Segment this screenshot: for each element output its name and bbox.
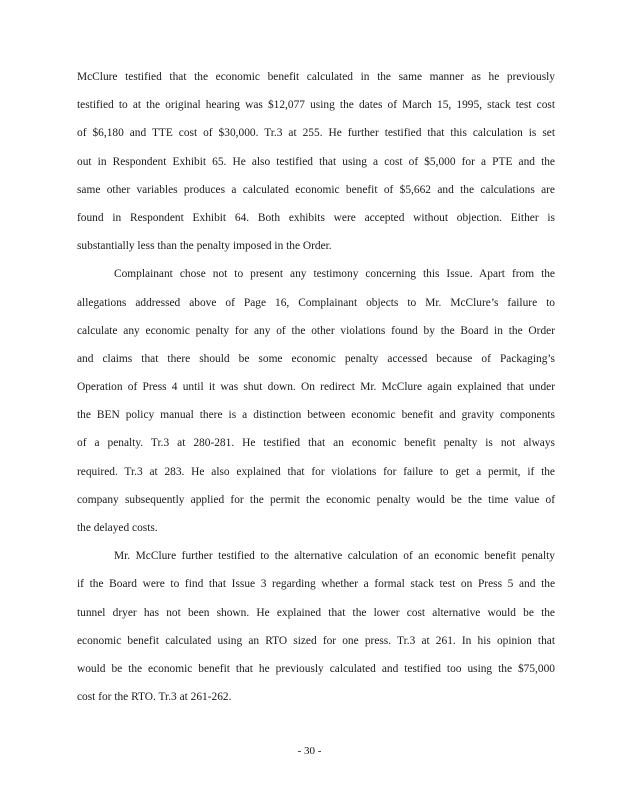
text-line: same other variables produces a calculated economic benefit of $5,662 and the calculations are [77, 183, 555, 196]
text-line: Complainant chose not to present any testimony concerning this Issue. Apart from the [114, 268, 555, 281]
text-line: Mr. McClure further testified to the alternative calculation of an economic benefit penalty [114, 550, 555, 563]
text-line: required. Tr.3 at 283. He also explained that for violations for failure to get a permit, if the [77, 465, 555, 478]
text-line: company subsequently applied for the permit the economic penalty would be the time value of [77, 493, 555, 506]
text-line: Operation of Press 4 until it was shut down. On redirect Mr. McClure again explained that under [77, 381, 555, 393]
text-line: tunnel dryer has not been shown. He explained that the lower cost alternative would be the [77, 606, 555, 619]
text-line: the delayed costs. [77, 521, 158, 534]
text-line: economic benefit calculated using an RTO sized for one press. Tr.3 at 261. In his opinion that [77, 634, 555, 647]
text-line: of a penalty. Tr.3 at 280-281. He testified that an economic benefit penalty is not always [77, 437, 555, 450]
text-line: cost for the RTO. Tr.3 at 261-262. [77, 691, 232, 703]
text-line: would be the economic benefit that he previously calculated and testified too using the $75,000 [77, 662, 555, 675]
text-line: of $6,180 and TTE cost of $30,000. Tr.3 at 255. He further testified that this calculation is set [77, 127, 555, 140]
text-line: testified to at the original hearing was $12,077 using the dates of March 15, 1995, stack test cost [77, 99, 555, 112]
text-line: allegations addressed above of Page 16, Complainant objects to Mr. McClure’s failure to [77, 296, 555, 309]
text-line: found in Respondent Exhibit 64. Both exhibits were accepted without objection. Either is [77, 211, 555, 224]
text-line: if the Board were to find that Issue 3 regarding whether a formal stack test on Press 5 and the [77, 578, 555, 591]
text-line: out in Respondent Exhibit 65. He also testified that using a cost of $5,000 for a PTE and the [77, 155, 555, 168]
text-line: substantially less than the penalty imposed in the Order. [77, 240, 332, 253]
text-line: the BEN policy manual there is a distinction between economic benefit and gravity components [77, 409, 555, 422]
text-line: McClure testified that the economic benefit calculated in the same manner as he previously [77, 71, 555, 83]
text-line: calculate any economic penalty for any of the other violations found by the Board in the Order [77, 324, 555, 337]
text-line: and claims that there should be some economic penalty accessed because of Packaging’s [77, 352, 555, 365]
page-number: - 30 - [297, 745, 322, 757]
